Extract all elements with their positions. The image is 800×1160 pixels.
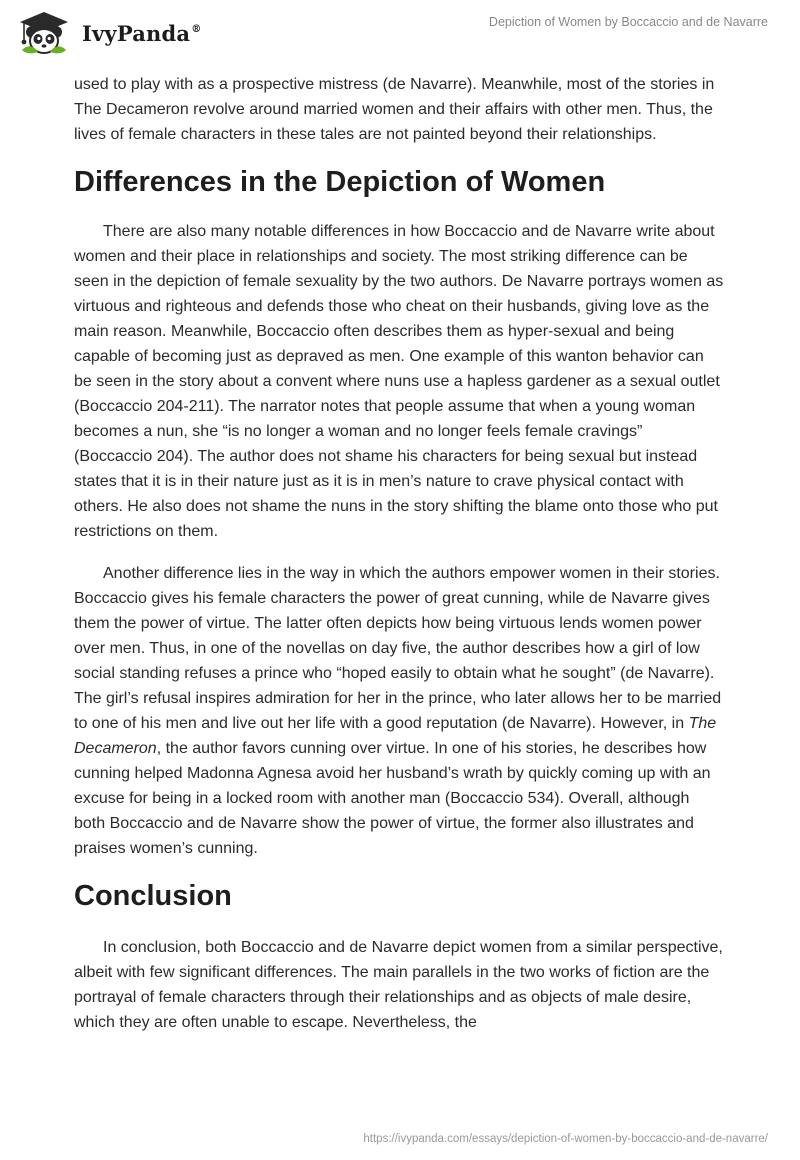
panda-graduation-cap-icon — [14, 6, 74, 56]
document-title: Depiction of Women by Boccaccio and de Navarre — [488, 15, 768, 29]
brand-name: IvyPanda® — [82, 20, 202, 46]
footer-url[interactable]: https://ivypanda.com/essays/depiction-of-women-by-boccaccio-and-de-navarre/ — [363, 1133, 768, 1145]
essay-body — [74, 72, 724, 1049]
ivypanda-logo[interactable] — [14, 6, 201, 56]
differences-paragraph-2: Another difference lies in the way in which the authors empower women in their stories. Boccaccio gives his female characters the power of great cunning, while de Navarre gives them the power of virtue. The latter often depicts how being virtuous lends women power over men. Thus, in one of the novellas on day five, the author describes how a girl of low social standing refuses a prince who “hoped easily to obtain what he sought” (de Navarre). The girl’s refusal inspires admiration for her in the prince, who later allows her to be married to one of his men and live out her life with a good reputation (de Navarre). However, in The Decameron, the author favors cunning over virtue. In one of his stories, he describes how cunning helped Madonna Agnesa avoid her husband’s wrath by quickly coming up with an excuse for being in a locked room with another man (Boccaccio 534). Overall, although both Boccaccio and de Navarre show the power of virtue, the former also illustrates and praises women’s cunning. — [74, 565, 722, 857]
section-heading-differences: Differences in the Depiction of Women — [74, 166, 606, 198]
intro-paragraph: used to play with as a prospective mistress (de Navarre). Meanwhile, most of the stories in The Decameron revolve around married women and their affairs with other men. Thus, the lives of female characters in these tales are not painted beyond their relationships. — [74, 76, 715, 143]
differences-paragraph-1: There are also many notable differences in how Boccaccio and de Navarre write about women and their place in relationships and society. The most striking difference can be seen in the depiction of female sexuality by the two authors. De Navarre portrays women as virtuous and righteous and defends those who cheat on their husbands, giving love as the main reason. Meanwhile, Boccaccio often describes them as hyper-sexual and being capable of becoming just as depraved as men. One example of this wanton behavior can be seen in the story about a convent where nuns use a hapless gardener as a sexual outlet (Boccaccio 204-211). The narrator notes that people assume that when a young woman becomes a nun, she “is no longer a woman and no longer feels female cravings” (Boccaccio 204). The author does not shame his characters for being sexual but instead states that it is in their nature just as it is in men’s nature to crave physical contact with others. He also does not shame the nuns in the story shifting the blame onto those who put restrictions on them. — [74, 223, 724, 540]
page-header — [0, 0, 800, 72]
conclusion-paragraph: In conclusion, both Boccaccio and de Navarre depict women from a similar perspective, albeit with few significant differences. The main parallels in the two works of fiction are the portrayal of female characters through their relationships and as objects of male desire, which they are often unable to escape. Nevertheless, the — [74, 939, 723, 1031]
book-title-italic: The Decameron — [74, 715, 717, 757]
section-heading-conclusion: Conclusion — [74, 880, 232, 912]
